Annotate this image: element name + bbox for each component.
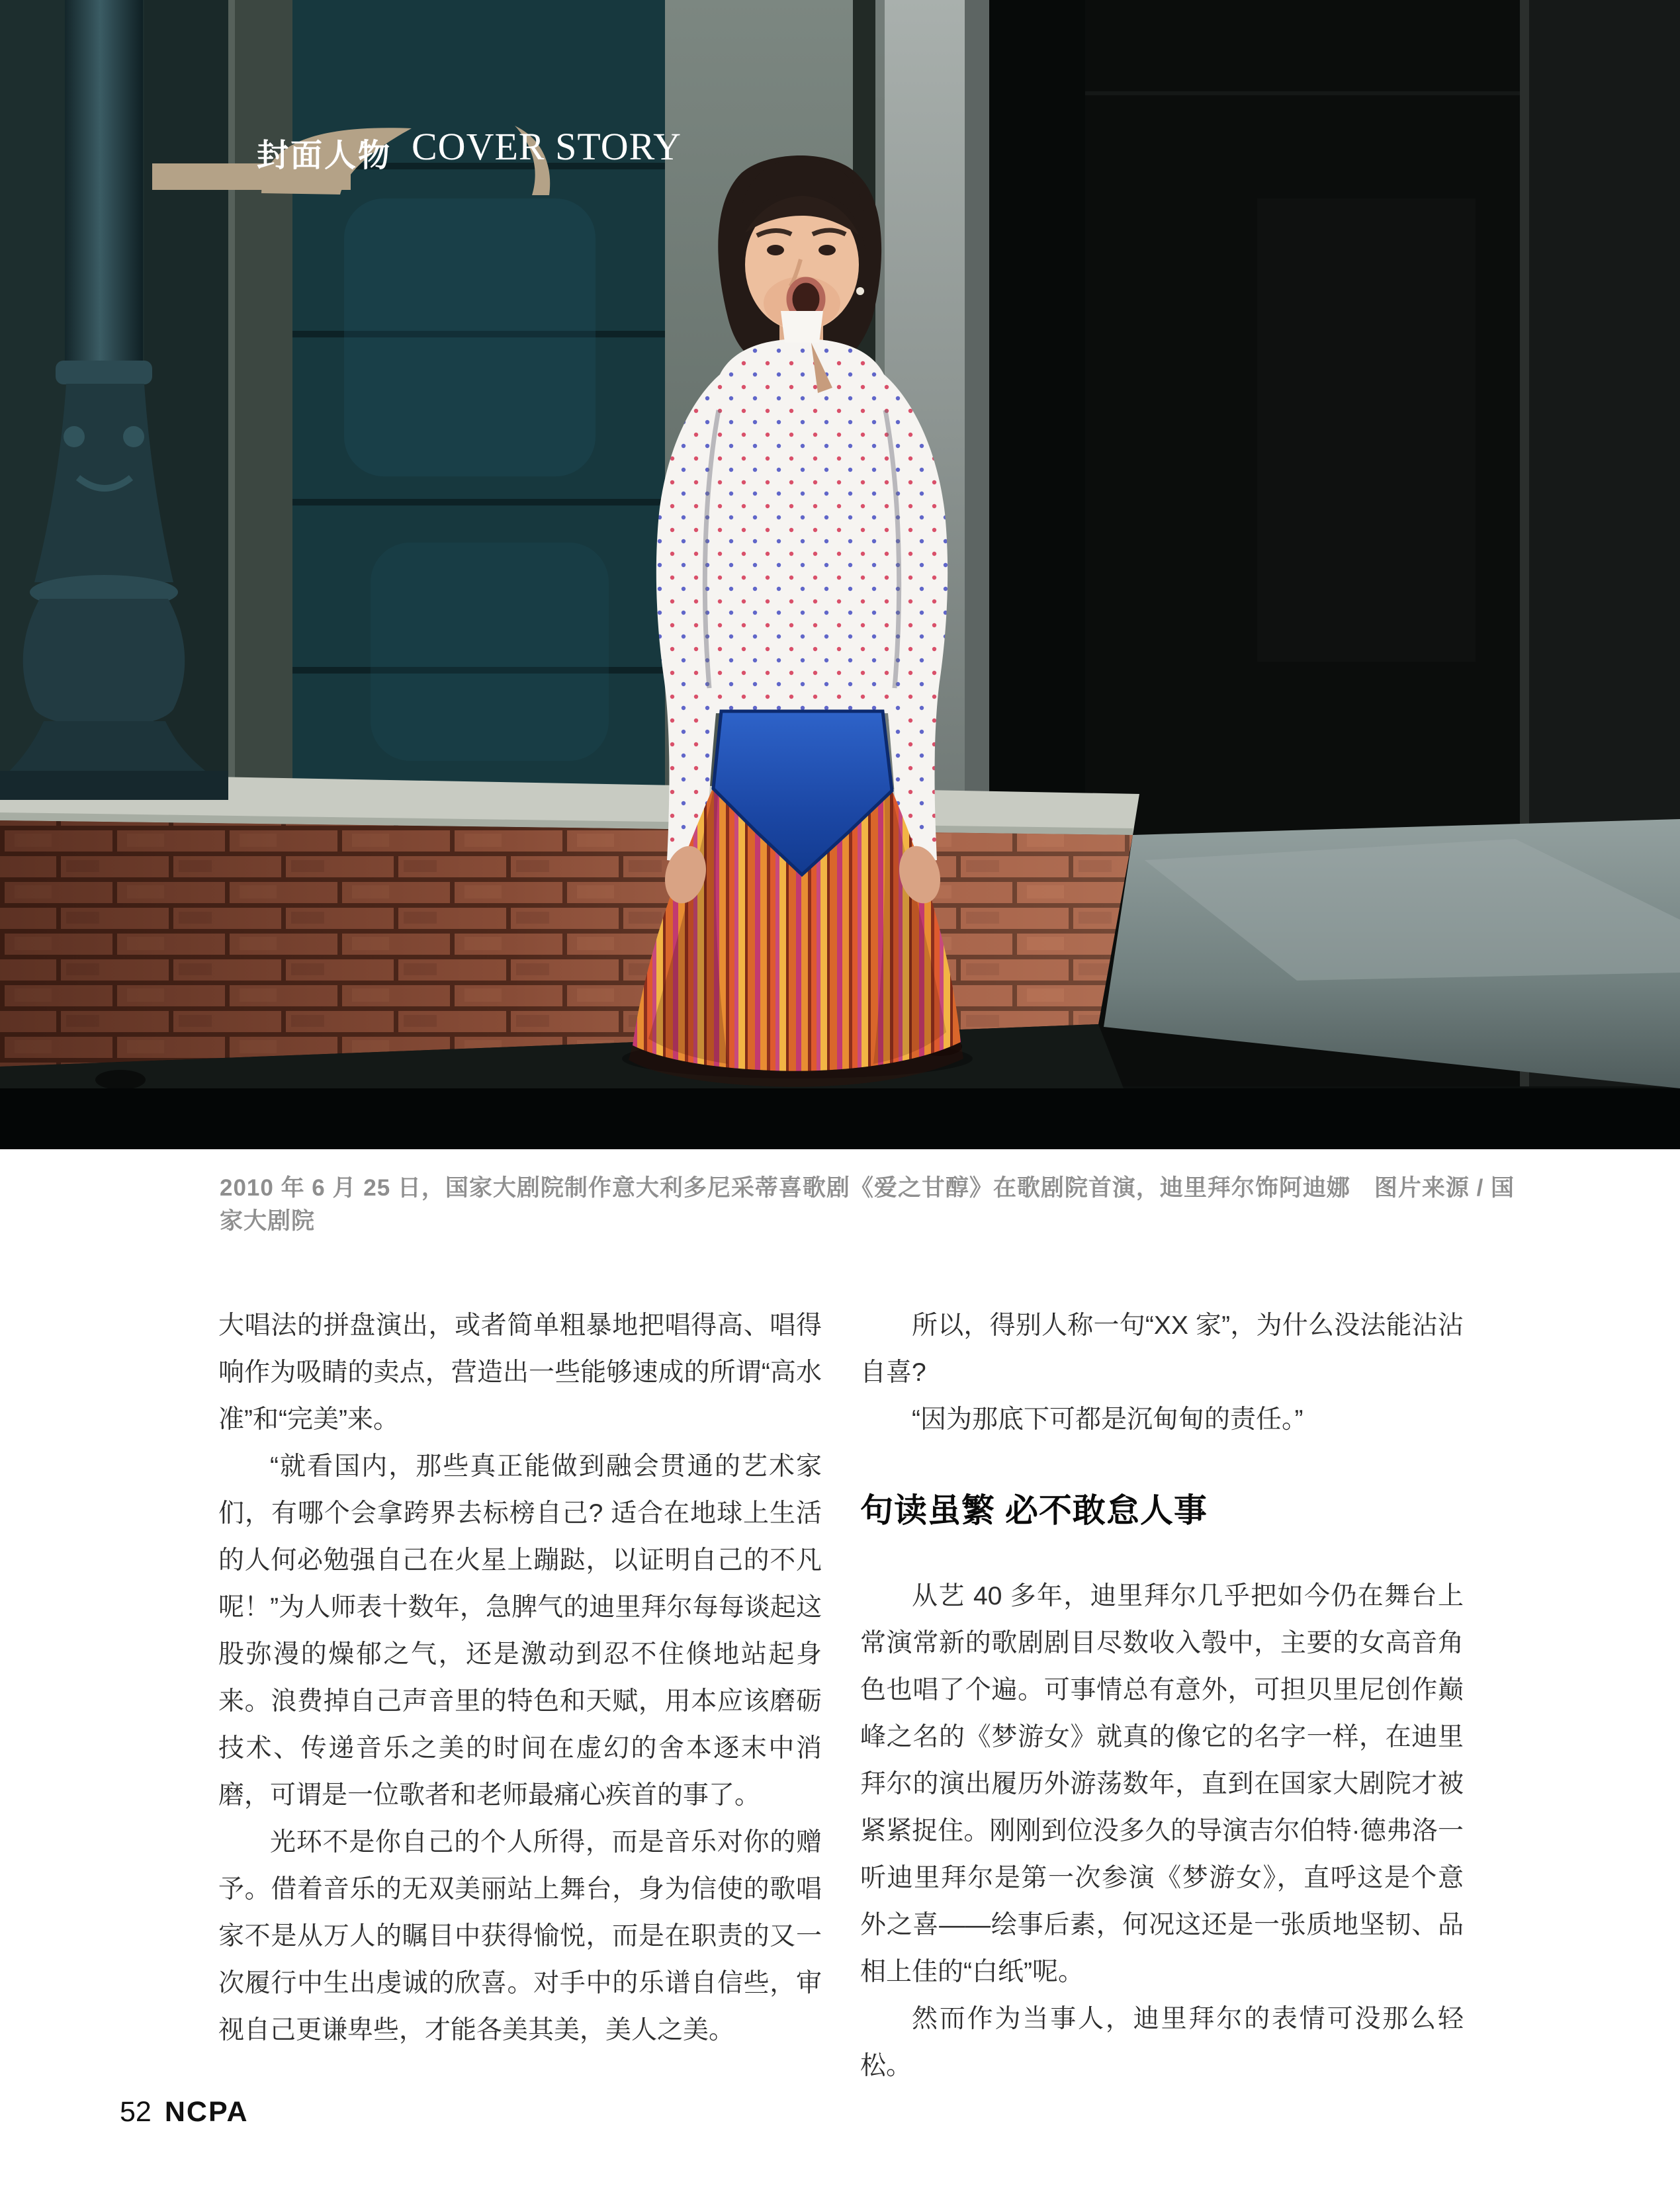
door-gap	[989, 0, 1085, 832]
stage-front-band	[0, 1088, 1680, 1149]
singer-eye-right	[818, 245, 836, 255]
paragraph: “因为那底下可都是沉甸甸的责任。”	[912, 1405, 1304, 1434]
paragraph: 从艺 40 多年，迪里拜尔几乎把如今仍在舞台上常演常新的歌剧剧目尽数收入彀中，主要的女高音角色也唱了个遍。可事情总有意外，可担贝里尼创作巅峰之名的《梦游女》就真的像它的名字一样，在迪里拜尔的演出履历外游荡数年，直到在国家大剧院才被紧紧捉住。刚刚到位没多久的导演吉尔伯特·德弗洛一听迪里拜尔是第一次参演《梦游女》，直呼这是个意外之喜——绘事后素，何况这还是一张质地坚韧、品相上佳的“白纸”呢。	[860, 1582, 1464, 1986]
magazine-brand: NCPA	[164, 2096, 249, 2128]
article-subheading: 句读虽繁 必不敢怠人事	[860, 1492, 1208, 1529]
section-title-en: COVER STORY	[412, 125, 682, 168]
page-number: 52	[120, 2096, 152, 2128]
paragraph: “就看国内，那些真正能做到融会贯通的艺术家们，有哪个会拿跨界去标榜自己? 适合在地球上生活的人何必勉强自己在火星上蹦跶，以证明自己的不凡呢！”为人师表十数年，急脾气的迪里拜尔每每谈起这股弥漫的燥郁之气，还是激动到忍不住倏地站起身来。浪费掉自己声音里的特色和天赋，用本应该磨砺技术、传递音乐之美的时间在虚幻的舍本逐末中消磨，可谓是一位歌者和老师最痛心疾首的事了。	[218, 1452, 822, 1810]
singer-collar	[781, 311, 823, 343]
article-column-left	[218, 1302, 822, 2054]
brick-platform	[0, 773, 1139, 1067]
article-column-right	[860, 1302, 1464, 2089]
singer-eye-left	[767, 245, 784, 255]
paragraph: 大唱法的拼盘演出，或者简单粗暴地把唱得高、唱得响作为吸睛的卖点，营造出一些能够速成的所谓“高水准”和“完美”来。	[218, 1311, 822, 1434]
section-title-zh: 封面人物	[257, 138, 392, 173]
page-footer	[120, 2096, 249, 2128]
photo-caption: 2010 年 6 月 25 日，国家大剧院制作意大利多尼采蒂喜歌剧《爱之甘醇》在歌剧院首演，迪里拜尔饰阿迪娜 图片来源 / 国家大剧院	[220, 1175, 1515, 1234]
paragraph: 然而作为当事人，迪里拜尔的表情可没那么轻松。	[860, 2005, 1464, 2080]
section-badge	[0, 119, 728, 205]
paragraph: 所以，得别人称一句“XX 家”，为什么没法能沾沾自喜?	[860, 1311, 1464, 1387]
paragraph: 光环不是你自己的个人所得，而是音乐对你的赠予。借着音乐的无双美丽站上舞台，身为信使的歌唱家不是从万人的瞩目中获得愉悦，而是在职责的又一次履行中生出虔诚的欣喜。对手中的乐谱自信些，审视自己更谦卑些，才能各美其美，美人之美。	[218, 1828, 822, 2044]
earring	[856, 287, 864, 295]
